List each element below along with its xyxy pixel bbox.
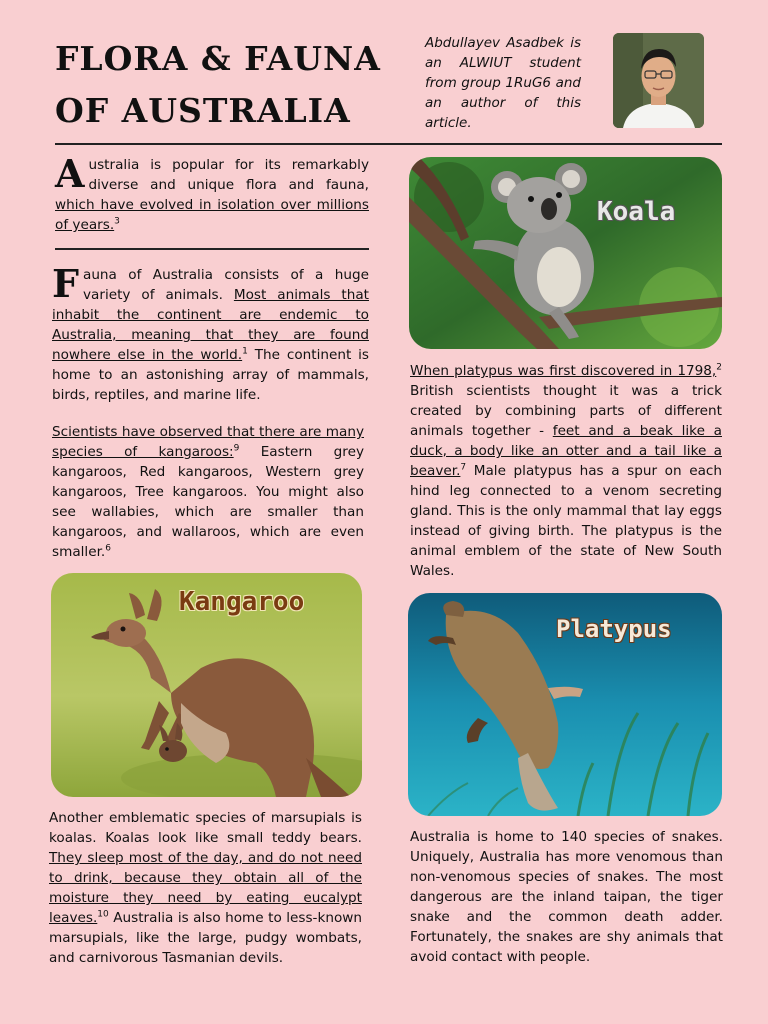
koalas-footnote: 10 — [97, 909, 109, 920]
fauna-footnote: 1 — [242, 346, 248, 357]
koalas-underlined: They sleep most of the day, and do not need to drink, because they obtain all of the moisture they need by eating eucalypt leaves. — [49, 850, 362, 926]
kangaroos-paragraph — [52, 422, 364, 562]
fauna-text-b: The continent is home to an astonishing array of mammals, birds, reptiles, and marine life. — [52, 347, 369, 403]
title-line-2: OF AUSTRALIA — [55, 91, 351, 130]
kangaroos-underlined: Scientists have observed that there are many species of kangaroos: — [52, 424, 364, 460]
intro-paragraph — [55, 151, 369, 235]
koala-image — [409, 157, 722, 349]
kangaroos-footnote-2: 6 — [105, 543, 111, 554]
platypus-footnote-2: 7 — [460, 462, 467, 473]
platypus-label: Platypus — [556, 615, 672, 643]
koalas-paragraph — [49, 808, 362, 968]
platypus-text-b: Male platypus has a spur on each hind leg connected to a venom secreting gland. This is the only mammal that lay eggs instead of giving birth. The platypus is the animal emblem of the state of New South Wales. — [410, 463, 722, 579]
koalas-text-b: Australia is also home to less-known marsupials, like the large, pudgy wombats, and carnivorous Tasmanian devils. — [49, 910, 362, 966]
kangaroos-text: Eastern grey kangaroos, Red kangaroos, Western grey kangaroos, Tree kangaroos. You might also see wallabies, which are smaller than kangaroos, and wallaroos, which are even smaller. — [52, 444, 364, 560]
title-line-1: FLORA & FAUNA — [55, 39, 381, 78]
author-portrait-image — [613, 33, 704, 128]
intro-footnote: 3 — [114, 216, 120, 227]
platypus-image — [408, 593, 722, 816]
fauna-paragraph — [52, 261, 369, 405]
fauna-text-a: auna of Australia consists of a huge variety of animals. — [82, 267, 369, 303]
kangaroo-label: Kangaroo — [179, 587, 305, 617]
platypus-underlined-1: When platypus was first discovered in 1798, — [410, 363, 717, 379]
fauna-underlined: Most animals that inhabit the continent are endemic to Australia, meaning that they are found nowhere else in the world. — [52, 287, 369, 363]
snakes-paragraph: Australia is home to 140 species of snakes. Uniquely, Australia has more venomous than non-venomous species of snakes. The most dangerous are the inland taipan, the tiger snake and the common death adder. Fortunately, the snakes are shy animals that avoid contact with people. — [410, 829, 723, 965]
page-title — [55, 33, 395, 137]
header-divider — [55, 143, 722, 145]
intro-divider — [55, 248, 369, 250]
platypus-footnote-1: 2 — [716, 362, 722, 373]
author-note: Abdullayev Asadbek is an ALWIUT student from group 1RuG6 and an author of this article. — [425, 35, 581, 131]
intro-underlined: which have evolved in isolation over millions of years. — [55, 197, 369, 233]
kangaroos-footnote-1: 9 — [233, 443, 240, 454]
fauna-dropcap: F — [52, 261, 79, 306]
koala-label: Koala — [597, 197, 676, 227]
intro-text: ustralia is popular for its remarkably diverse and unique flora and fauna, — [88, 157, 369, 193]
koalas-text-a: Another emblematic species of marsupials is koalas. Koalas look like small teddy bears. — [49, 810, 362, 846]
platypus-paragraph — [410, 361, 722, 581]
platypus-underlined-2: feet and a beak like a duck, a body like an otter and a tail like a beaver. — [410, 423, 722, 479]
intro-dropcap: A — [55, 151, 85, 196]
platypus-text-a: British scientists thought it was a trick created by combining parts of different animals together - — [410, 383, 722, 439]
kangaroo-image — [51, 573, 362, 797]
author-photo — [613, 33, 704, 128]
